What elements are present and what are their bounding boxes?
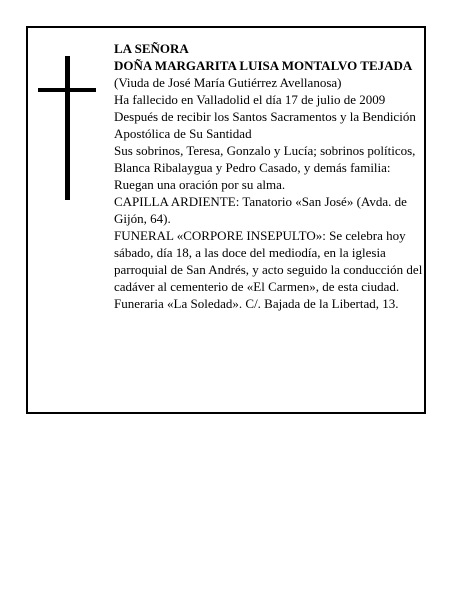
cross-icon (38, 56, 96, 200)
chapel-line: CAPILLA ARDIENTE: Tanatorio «San José» (Avda. de Gijón, 64). (114, 194, 407, 226)
cross-horizontal-bar (38, 88, 96, 92)
title-line: LA SEÑORA (114, 41, 189, 56)
notice-text (114, 40, 426, 312)
widow-line: (Viuda de José María Gutiérrez Avellanosa) (114, 75, 342, 90)
funeral-home-line: Funeraria «La Soledad». C/. Bajada de la Libertad, 13. (114, 296, 399, 311)
obituary-notice (26, 26, 426, 414)
prayer-line: Ruegan una oración por su alma. (114, 177, 286, 192)
sacraments-line: Después de recibir los Santos Sacramentos y la Bendición Apostólica de Su Santidad (114, 109, 416, 141)
family-line: Sus sobrinos, Teresa, Gonzalo y Lucía; sobrinos políticos, Blanca Ribalaygua y Pedro Casado, y demás familia: (114, 143, 416, 175)
death-line: Ha fallecido en Valladolid el día 17 de julio de 2009 (114, 92, 386, 107)
cross-vertical-bar (65, 56, 70, 200)
deceased-name: DOÑA MARGARITA LUISA MONTALVO TEJADA (114, 58, 413, 73)
funeral-line: FUNERAL «CORPORE INSEPULTO»: Se celebra hoy sábado, día 18, a las doce del mediodía, en la iglesia parroquial de San Andrés, y acto seguido la conducción del cadáver al cementerio de «El Carmen», de esta ciudad. (114, 228, 423, 294)
